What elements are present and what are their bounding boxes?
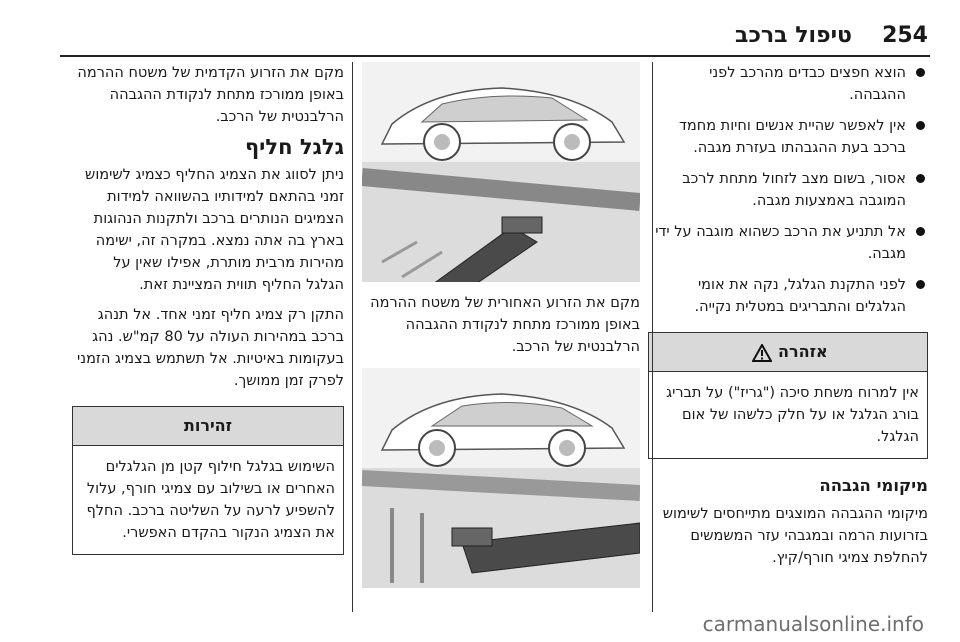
warning-triangle-icon <box>752 344 772 362</box>
warning-label: אזהרה <box>777 342 828 361</box>
list-item: הוצא חפצים כבדים מהרכב לפני ההגבהה. <box>648 62 928 106</box>
list-item: אסור, בשום מצב לזחול מתחת לרכב המוגבה באמצעות מגבה. <box>648 168 928 212</box>
bullet-icon <box>916 174 925 183</box>
bullet-icon <box>916 227 925 236</box>
car-on-lift-rear-image <box>362 62 640 282</box>
header-divider <box>60 55 930 57</box>
page-header-title: טיפול ברכב <box>735 23 852 48</box>
bullet-icon <box>916 280 925 289</box>
list-item: אין לאפשר שהיית אנשים וחיות מחמד ברכב בעת ההגבהתו בעזרת מגבה. <box>648 115 928 159</box>
spare-wheel-paragraph-1: ניתן לסווג את הצמיג החליף כצמיג לשימוש זמני בהתאם למידותיו בהשוואה למידות הצמיגים הנותרים ברכב ולתקנות הנהוגות בארץ בה אתה נמצא. במקרה זה, ישימה מהירות מרבית מותרת, אפילו שאין על הגלגל החליף תווית המציינת זאת. <box>85 167 344 293</box>
left-column <box>72 62 344 555</box>
spare-wheel-paragraph-2: התקן רק צמיג חליף זמני אחד. אל תנהג ברכב במהירות העולה על 80 קמ"ש. נהג בעקומות באיטיות. אל תשתמש בצמיג הזמני לפרק זמן ממושך. <box>77 307 344 389</box>
middle-column <box>362 62 640 588</box>
bullet-icon <box>916 121 925 130</box>
warning-header <box>649 333 927 372</box>
right-column <box>648 62 928 577</box>
spare-wheel-heading: גלגל חליף <box>245 135 344 159</box>
caution-text: השימוש בגלגל חילוף קטן מן הגלגלים האחרים או בשילוב עם צמיגי חורף, עלול להשפיע לרעה על השליטה ברכב. החלף את הצמיג הנקור בהקדם האפשרי. <box>86 459 335 541</box>
front-lift-text: מקם את הזרוע הקדמית של משטח ההרמה באופן ממורכז מתחת לנקודת ההגבהה הרלבנטית של הרכב. <box>77 65 344 125</box>
list-item: אל תתניע את הרכב כשהוא מוגבה על ידי מגבה. <box>648 221 928 265</box>
column-divider <box>652 62 653 612</box>
front-lift-point-illustration <box>362 368 640 588</box>
lift-points-heading: מיקומי הגבהה <box>819 476 928 495</box>
watermark: carmanualsonline.info <box>702 612 924 636</box>
page-number: 254 <box>882 23 928 48</box>
warning-text: אין למרוח משחת סיכה ("גריז") על תבריג בורג הגלגל או על חלק כלשהו של אום הגלגל. <box>666 385 919 445</box>
rear-lift-caption: מקם את הזרוע האחורית של משטח ההרמה באופן ממורכז מתחת לנקודת ההגבהה הרלבנטית של הרכב. <box>370 295 640 355</box>
caution-header: זהירות <box>73 407 343 446</box>
warning-box <box>648 332 928 459</box>
column-divider <box>352 62 353 612</box>
list-item: לפני התקנת הגלגל, נקה את אומי הגלגלים והתבריגים במטלית נקייה. <box>648 274 928 318</box>
rear-lift-point-illustration <box>362 62 640 282</box>
bullet-icon <box>916 68 925 77</box>
precautions-list <box>648 62 928 318</box>
lift-points-text: מיקומי ההגבהה המוצגים מתייחסים לשימוש בזרועות הרמה ובמגבהי עזר המשמשים להחלפת צמיגי חורף/קיץ. <box>662 506 928 566</box>
car-on-lift-front-image <box>362 368 640 588</box>
caution-box <box>72 406 344 555</box>
